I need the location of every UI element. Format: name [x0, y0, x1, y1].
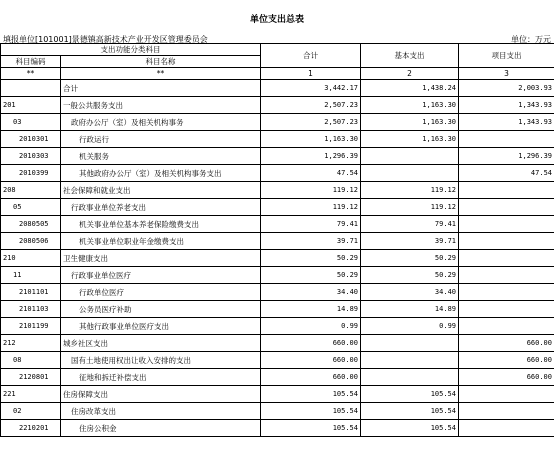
cell-project: 2,003.93: [459, 80, 554, 97]
table-row: [1, 301, 554, 318]
cell-basic: 105.54: [361, 420, 459, 437]
header-code: 科目编码: [1, 56, 61, 68]
table-row: [1, 97, 554, 114]
table-row: [1, 267, 554, 284]
cell-code: 201: [1, 97, 61, 114]
cell-basic: 1,163.30: [361, 114, 459, 131]
cell-code: [1, 80, 61, 97]
table-row: [1, 420, 554, 437]
index-3: 3: [459, 68, 554, 80]
cell-name: 征地和拆迁补偿支出: [61, 369, 261, 386]
cell-code: 03: [1, 114, 61, 131]
cell-code: 2101103: [1, 301, 61, 318]
cell-project: [459, 386, 554, 403]
table-row: [1, 131, 554, 148]
page-title: 单位支出总表: [249, 15, 304, 25]
cell-code: 2080505: [1, 216, 61, 233]
cell-total: 1,296.39: [261, 148, 361, 165]
cell-basic: 119.12: [361, 199, 459, 216]
cell-basic: 105.54: [361, 386, 459, 403]
index-2: 2: [361, 68, 459, 80]
table-row: [1, 284, 554, 301]
cell-code: 212: [1, 335, 61, 352]
cell-basic: 1,163.30: [361, 97, 459, 114]
cell-name: 住房改革支出: [61, 403, 261, 420]
cell-total: 14.89: [261, 301, 361, 318]
table-row: [1, 335, 554, 352]
header-total: 合计: [261, 44, 361, 68]
cell-total: 3,442.17: [261, 80, 361, 97]
cell-project: [459, 267, 554, 284]
cell-name: 住房公积金: [61, 420, 261, 437]
cell-project: [459, 250, 554, 267]
cell-code: 2101101: [1, 284, 61, 301]
cell-basic: 34.40: [361, 284, 459, 301]
cell-total: 34.40: [261, 284, 361, 301]
cell-basic: 0.99: [361, 318, 459, 335]
table-row: [1, 250, 554, 267]
cell-total: 1,163.30: [261, 131, 361, 148]
cell-total: 105.54: [261, 420, 361, 437]
table-row: [1, 233, 554, 250]
table-row: [1, 80, 554, 97]
cell-name: 社会保障和就业支出: [61, 182, 261, 199]
cell-project: [459, 199, 554, 216]
cell-project: 1,343.93: [459, 114, 554, 131]
table-row: [1, 216, 554, 233]
cell-basic: [361, 352, 459, 369]
header-basic: 基本支出: [361, 44, 459, 68]
cell-total: 105.54: [261, 403, 361, 420]
cell-name: 机关事业单位职业年金缴费支出: [61, 233, 261, 250]
expenditure-table: [0, 43, 554, 437]
cell-total: 119.12: [261, 182, 361, 199]
cell-basic: 119.12: [361, 182, 459, 199]
cell-name: 行政单位医疗: [61, 284, 261, 301]
cell-code: 2210201: [1, 420, 61, 437]
cell-project: 1,343.93: [459, 97, 554, 114]
cell-total: 79.41: [261, 216, 361, 233]
table-row: [1, 182, 554, 199]
cell-project: 660.00: [459, 352, 554, 369]
header-row-group: [1, 44, 554, 56]
cell-name: 住房保障支出: [61, 386, 261, 403]
cell-name: 卫生健康支出: [61, 250, 261, 267]
cell-project: [459, 403, 554, 420]
table-row: [1, 199, 554, 216]
cell-name: 国有土地使用权出让收入安排的支出: [61, 352, 261, 369]
table-row: [1, 369, 554, 386]
cell-project: [459, 318, 554, 335]
table-row: [1, 403, 554, 420]
cell-total: 50.29: [261, 267, 361, 284]
cell-code: 05: [1, 199, 61, 216]
cell-project: 660.00: [459, 335, 554, 352]
table-row: [1, 148, 554, 165]
cell-basic: [361, 369, 459, 386]
cell-total: 660.00: [261, 369, 361, 386]
header-function-category: 支出功能分类科目: [1, 44, 261, 56]
header-row-index: [1, 68, 554, 80]
cell-project: [459, 301, 554, 318]
filling-unit-label: 填报单位[101001]景德镇高新技术产业开发区管理委员会: [3, 35, 208, 44]
cell-code: 221: [1, 386, 61, 403]
cell-name: 行政事业单位养老支出: [61, 199, 261, 216]
cell-name: 城乡社区支出: [61, 335, 261, 352]
cell-total: 2,507.23: [261, 114, 361, 131]
cell-name: 其他政府办公厅（室）及相关机构事务支出: [61, 165, 261, 182]
header-name: 科目名称: [61, 56, 261, 68]
cell-total: 47.54: [261, 165, 361, 182]
cell-basic: 1,163.30: [361, 131, 459, 148]
cell-basic: 50.29: [361, 250, 459, 267]
cell-basic: 105.54: [361, 403, 459, 420]
currency-unit-label: 单位：万元: [511, 35, 551, 44]
cell-name: 一般公共服务支出: [61, 97, 261, 114]
table-row: [1, 114, 554, 131]
cell-basic: [361, 335, 459, 352]
cell-total: 660.00: [261, 352, 361, 369]
cell-project: 47.54: [459, 165, 554, 182]
cell-name: 公务员医疗补助: [61, 301, 261, 318]
index-name-mark: **: [61, 68, 261, 80]
cell-name: 其他行政事业单位医疗支出: [61, 318, 261, 335]
table-row: [1, 318, 554, 335]
table-row: [1, 165, 554, 182]
cell-project: 660.00: [459, 369, 554, 386]
cell-code: 02: [1, 403, 61, 420]
cell-name: 政府办公厅（室）及相关机构事务: [61, 114, 261, 131]
cell-project: [459, 420, 554, 437]
cell-total: 2,507.23: [261, 97, 361, 114]
cell-name: 合计: [61, 80, 261, 97]
cell-total: 50.29: [261, 250, 361, 267]
cell-basic: 79.41: [361, 216, 459, 233]
table-row: [1, 352, 554, 369]
cell-code: 208: [1, 182, 61, 199]
cell-code: 2010301: [1, 131, 61, 148]
cell-code: 210: [1, 250, 61, 267]
cell-project: [459, 216, 554, 233]
cell-basic: 14.89: [361, 301, 459, 318]
cell-name: 行政事业单位医疗: [61, 267, 261, 284]
cell-project: [459, 233, 554, 250]
cell-basic: 50.29: [361, 267, 459, 284]
cell-total: 0.99: [261, 318, 361, 335]
cell-code: 2080506: [1, 233, 61, 250]
cell-basic: [361, 148, 459, 165]
cell-basic: [361, 165, 459, 182]
cell-code: 2010303: [1, 148, 61, 165]
cell-total: 119.12: [261, 199, 361, 216]
index-1: 1: [261, 68, 361, 80]
cell-name: 机关服务: [61, 148, 261, 165]
cell-code: 11: [1, 267, 61, 284]
header-project: 项目支出: [459, 44, 554, 68]
cell-code: 2101199: [1, 318, 61, 335]
table-row: [1, 386, 554, 403]
cell-project: [459, 131, 554, 148]
cell-code: 2010399: [1, 165, 61, 182]
cell-code: 2120801: [1, 369, 61, 386]
cell-name: 机关事业单位基本养老保险缴费支出: [61, 216, 261, 233]
cell-basic: 39.71: [361, 233, 459, 250]
cell-project: [459, 284, 554, 301]
cell-total: 105.54: [261, 386, 361, 403]
cell-total: 39.71: [261, 233, 361, 250]
cell-project: 1,296.39: [459, 148, 554, 165]
cell-project: [459, 182, 554, 199]
cell-basic: 1,438.24: [361, 80, 459, 97]
cell-name: 行政运行: [61, 131, 261, 148]
cell-total: 660.00: [261, 335, 361, 352]
index-code-mark: **: [1, 68, 61, 80]
cell-code: 08: [1, 352, 61, 369]
